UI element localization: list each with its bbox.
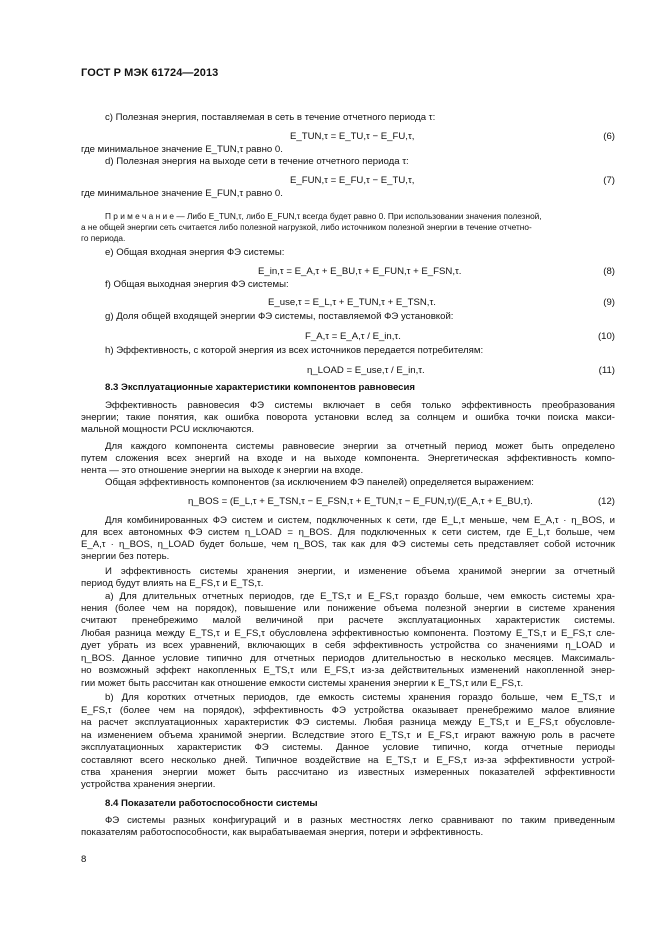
paragraph-a-line-8: гии может быть рассчитан как отношение емкости системы хранения энергии к E_TS,τ или E_FS,τ. <box>81 678 524 689</box>
item-c: c) Полезная энергия, поставляемая в сеть в течение отчетного периода τ: <box>105 112 436 123</box>
section-8-3-heading: 8.3 Эксплуатационные характеристики компонентов равновесия <box>105 382 416 393</box>
paragraph-a-line-4: Любая разница между E_TS,τ и E_FS,τ обусловлена эффективностью компонента. Поэтому E_TS,τ и E_FS,τ сле- <box>81 628 615 639</box>
paragraph-b-line-6: составляют всего несколько дней. Типичное воздействие на E_TS,τ и E_FS,τ из-за эффективности устрой- <box>81 755 615 766</box>
paragraph-a-line-3: считают пренебрежимо малой величиной при расчете эксплуатационных характеристик системы. <box>81 615 615 626</box>
paragraph-a-line-6: η_BOS. Данное условие типично для отчетных периодов длительностью в несколько месяцев. Максималь- <box>81 653 615 664</box>
equation-6: E_TUN,τ = E_TU,τ − E_FU,τ, <box>290 131 415 142</box>
note-line-2: а не общей энергии сеть считается либо полезной нагрузкой, либо источником полезной энергии в течение отчетно- <box>81 222 532 232</box>
item-d: d) Полезная энергия на выходе сети в течение отчетного периода τ: <box>105 156 409 167</box>
paragraph-6-line-1: ФЭ системы разных конфигураций и в разных местностях легко сравнивают по таким приведенным <box>105 815 615 826</box>
item-h: h) Эффективность, с которой энергия из всех источников передается потребителям: <box>105 345 484 356</box>
item-g: g) Доля общей входящей энергии ФЭ системы, поставляемой ФЭ установкой: <box>105 311 454 322</box>
equation-12: η_BOS = (E_L,τ + E_TSN,τ − E_FSN,τ + E_TUN,τ − E_FUN,τ)/(E_A,τ + E_BU,τ). <box>188 496 533 507</box>
equation-number-12: (12) <box>597 496 615 507</box>
equation-number-6: (6) <box>603 131 615 142</box>
item-d-min: где минимальное значение E_FUN,τ равно 0. <box>81 188 283 199</box>
paragraph-b-line-4: на изменением объема хранимой энергии. Вследствие этого E_TS,τ и E_FS,τ играют важную роль в расчете <box>81 730 615 741</box>
paragraph-b-line-8: устройства хранения энергии. <box>81 779 216 790</box>
equation-7: E_FUN,τ = E_FU,τ − E_TU,τ, <box>290 175 415 186</box>
paragraph-2-line-3: нента — это отношение энергии на выходе к энергии на входе. <box>81 465 364 476</box>
paragraph-4-line-4: энергии без потерь. <box>81 551 170 562</box>
note-line-3: го периода. <box>81 233 126 243</box>
paragraph-b-line-2: E_FS,τ (более чем на порядок), эффективность ФЭ устройства оказывает пренебрежимо малое влияние <box>81 705 615 716</box>
paragraph-4-line-1: Для комбинированных ФЭ систем и систем, подключенных к сети, где E_L,τ меньше, чем E_A,τ · η_BOS, и <box>105 515 615 526</box>
paragraph-b-line-5: эксплуатационных характеристик ФЭ системы. Данное условие типично, когда отчетные периоды <box>81 742 615 753</box>
equation-number-11: (11) <box>598 365 615 376</box>
paragraph-a-line-1: а) Для длительных отчетных периодов, где E_TS,τ и E_FS,τ гораздо больше, чем емкость системы хра- <box>105 591 615 602</box>
item-e: e) Общая входная энергия ФЭ системы: <box>105 247 285 258</box>
paragraph-4-line-3: E_A,τ · η_BOS, η_LOAD будет больше, чем η_BOS, так как для ФЭ системы сеть представляет собой источник <box>81 539 615 550</box>
equation-number-8: (8) <box>603 266 615 277</box>
equation-10: F_A,τ = E_A,τ / E_in,τ. <box>305 331 401 342</box>
paragraph-4-line-2: для всех автономных ФЭ систем η_LOAD = η_BOS. Для подключенных к сети систем, где E_L,τ больше, чем <box>81 527 615 538</box>
note-line-1: П р и м е ч а н и е — Либо E_TUN,τ, либо E_FUN,τ всегда будет равно 0. При использовании значения полезной, <box>105 211 542 221</box>
equation-11: η_LOAD = E_use,τ / E_in,τ. <box>307 365 425 376</box>
paragraph-1-line-2: энергии; такие понятия, как ошибка поворота установки вслед за солнцем и ошибка точки поиска макси- <box>81 412 615 423</box>
paragraph-3: Общая эффективность компонентов (за исключением ФЭ панелей) определяется выражением: <box>105 477 534 488</box>
paragraph-6-line-2: показателям работоспособности, как вырабатываемая энергия, потери и эффективность. <box>81 827 484 838</box>
equation-9: E_use,τ = E_L,τ + E_TUN,τ + E_TSN,τ. <box>268 297 436 308</box>
document-header: ГОСТ Р МЭК 61724—2013 <box>81 67 219 79</box>
paragraph-2-line-1: Для каждого компонента системы равновесие энергии за отчетный период может быть определено <box>105 441 615 452</box>
equation-number-7: (7) <box>603 175 615 186</box>
paragraph-2-line-2: путем сложения всех энергий на входе и на выходе компонента. Энергетическая эффективность компо- <box>81 453 615 464</box>
paragraph-1-line-3: мальной мощности PCU исключаются. <box>81 424 255 435</box>
paragraph-5-line-1: И эффективность системы хранения энергии, и изменение объема хранимой энергии за отчетный <box>105 566 615 577</box>
paragraph-b-line-7: ства хранения энергии может быть рассчитано из известных измеренных показателей эффективности <box>81 767 615 778</box>
paragraph-1-line-1: Эффективность равновесия ФЭ системы включает в себя только эффективность преобразования <box>105 400 615 411</box>
paragraph-b-line-3: на расчет эксплуатационных характеристик ФЭ системы. Любая разница между E_TS,τ и E_FS,τ обусловле- <box>81 717 615 728</box>
paragraph-a-line-5: дует убрать из всех уравнений, включающих в себя эффективность устройства со значениями η_LOAD и <box>81 640 615 651</box>
item-f: f) Общая выходная энергия ФЭ системы: <box>105 279 289 290</box>
item-c-min: где минимальное значение E_TUN,τ равно 0. <box>81 144 283 155</box>
paragraph-a-line-7: но возможный эффект накопленных E_TS,τ или E_FS,τ из-за действительных изменений накопленной энер- <box>81 665 615 676</box>
equation-number-9: (9) <box>603 297 615 308</box>
paragraph-b-line-1: b) Для коротких отчетных периодов, где емкость системы хранения гораздо больше, чем E_TS,τ и <box>105 692 615 703</box>
page-number: 8 <box>81 854 87 865</box>
equation-number-10: (10) <box>597 331 615 342</box>
paragraph-5-line-2: период будут влиять на E_FS,τ и E_TS,τ. <box>81 578 264 589</box>
equation-8: E_in,τ = E_A,τ + E_BU,τ + E_FUN,τ + E_FSN,τ. <box>258 266 462 277</box>
paragraph-a-line-2: нения (более чем на порядок), повышение или понижение объема полезной энергии в системе хранения <box>81 603 615 614</box>
section-8-4-heading: 8.4 Показатели работоспособности системы <box>105 798 318 809</box>
